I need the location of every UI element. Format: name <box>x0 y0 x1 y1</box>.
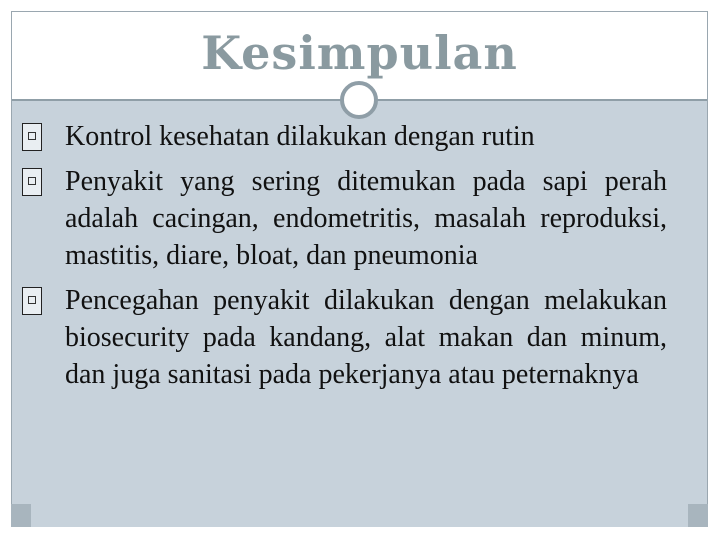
bullet-marker-icon <box>22 287 42 315</box>
bullet-marker-icon <box>22 123 42 151</box>
bullet-text: Penyakit yang sering ditemukan pada sapi perah adalah cacingan, endometritis, masalah reproduksi, mastitis, diare, bloat, dan pneumonia <box>65 166 667 271</box>
bullet-marker-icon <box>22 168 42 196</box>
corner-accent-right <box>688 504 708 527</box>
corner-accent-left <box>11 504 31 527</box>
bullet-list <box>22 118 667 401</box>
bullet-item <box>22 282 667 393</box>
bullet-text: Pencegahan penyakit dilakukan dengan melakukan biosecurity pada kandang, alat makan dan minum, dan juga sanitasi pada pekerjanya atau peternaknya <box>65 285 667 390</box>
bullet-text: Kontrol kesehatan dilakukan dengan rutin <box>65 121 535 152</box>
bullet-item <box>22 163 667 274</box>
bullet-item <box>22 118 667 155</box>
divider-circle-ornament <box>340 81 378 119</box>
slide-title: Kesimpulan <box>201 26 518 80</box>
